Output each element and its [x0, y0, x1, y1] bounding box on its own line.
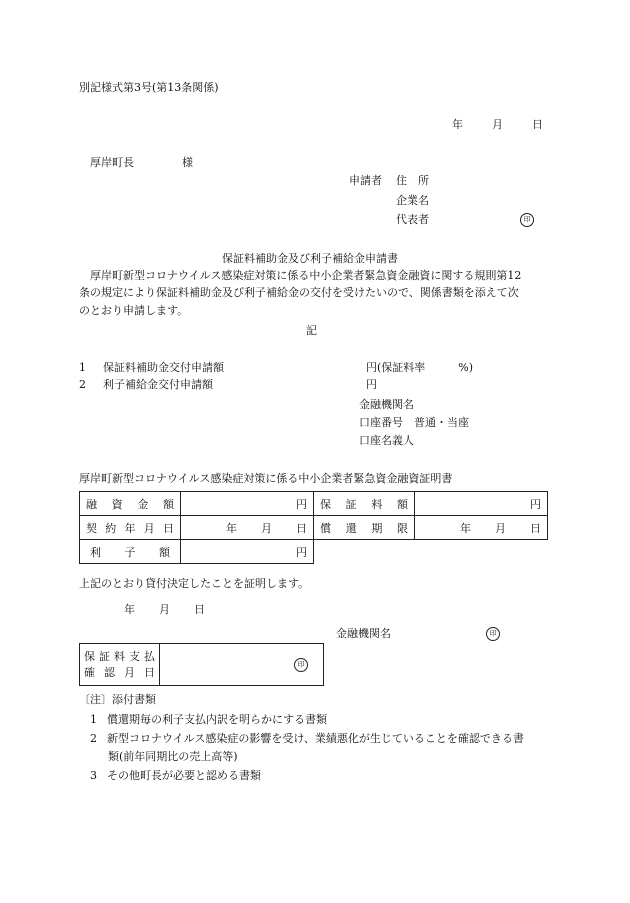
- table-row: [80, 492, 548, 516]
- repay-label: 償 還 期 限: [320, 521, 408, 535]
- note-1-text: 償還期毎の利子支払内訳を明らかにする書類: [107, 713, 327, 726]
- cert-title: 厚岸町新型コロナウイルス感染症対策に係る中小企業者緊急資金融資証明書: [79, 472, 453, 485]
- note-2-no: 2: [90, 732, 97, 745]
- account-holder-label: 口座名義人: [359, 434, 414, 447]
- loan-amount-label: 融 資 金 額: [86, 497, 174, 511]
- contract-date-label-cell: [80, 516, 181, 540]
- contract-date-cell: [181, 516, 314, 540]
- item-2-amount: 円: [366, 378, 377, 391]
- item-2-label: 利子補給金交付申請額: [103, 378, 213, 391]
- loan-amount-yen: 円: [296, 497, 307, 511]
- table-row: [80, 540, 548, 564]
- confirm-label-line2: 確 認 月 日: [84, 665, 155, 679]
- cert-bank-name-label: 金融機関名: [336, 627, 391, 640]
- addressee-name: 厚岸町長: [90, 156, 134, 169]
- cert-date-year: 年: [124, 603, 135, 616]
- cert-date-month: 月: [159, 603, 170, 616]
- repay-label-cell: [314, 516, 415, 540]
- guarantee-fee-cell: [415, 492, 548, 516]
- confirm-label-cell: [80, 644, 160, 686]
- item-1: [79, 361, 224, 375]
- item-1-amount: 円(保証料率 %): [366, 361, 474, 374]
- representative-label: 代表者: [396, 213, 429, 226]
- note-1: [90, 713, 327, 727]
- cert-table: [79, 491, 548, 564]
- date-month: 月: [492, 118, 503, 131]
- contract-date-label: 契 約 年 月 日: [86, 521, 174, 535]
- confirm-value-cell: [160, 644, 324, 686]
- repay-year: 年: [460, 521, 471, 535]
- body-line-3: のとおり申請します。: [79, 304, 189, 317]
- repay-day: 日: [530, 521, 541, 535]
- addressee-honorific: 様: [182, 156, 193, 169]
- cert-statement: 上記のとおり貸付決定したことを証明します。: [79, 577, 310, 590]
- ki-heading: 記: [306, 324, 317, 337]
- table-row: [80, 516, 548, 540]
- loan-amount-cell: [181, 492, 314, 516]
- contract-year: 年: [226, 521, 237, 535]
- item-2-no: 2: [79, 378, 86, 391]
- form-id: 別記様式第3号(第13条関係): [79, 81, 219, 94]
- company-label: 企業名: [396, 194, 429, 207]
- confirm-label-line1: 保 証 料 支 払: [84, 649, 155, 663]
- date-day: 日: [532, 118, 543, 131]
- cert-date-day: 日: [194, 603, 205, 616]
- note-3: [90, 769, 261, 783]
- note-2-cont: 類(前年同期比の売上高等): [108, 750, 238, 763]
- table-row: [80, 644, 324, 686]
- notes-header: 〔注〕添付書類: [79, 693, 156, 706]
- item-1-no: 1: [79, 361, 86, 374]
- applicant-label: 申請者: [349, 174, 382, 187]
- confirm-box: [79, 643, 324, 686]
- guarantee-fee-yen: 円: [530, 497, 541, 511]
- interest-label-cell: [80, 540, 181, 564]
- repay-date-cell: [415, 516, 548, 540]
- interest-yen: 円: [296, 545, 307, 559]
- note-3-no: 3: [90, 769, 97, 782]
- item-1-label: 保証料補助金交付申請額: [103, 361, 224, 374]
- address-label: 住 所: [396, 174, 429, 187]
- note-2-text: 新型コロナウイルス感染症の影響を受け、業績悪化が生じていることを確認できる書: [107, 732, 524, 745]
- bank-seal-icon: 印: [486, 627, 500, 641]
- note-3-text: その他町長が必要と認める書類: [107, 769, 261, 782]
- interest-label: 利 子 額: [90, 545, 170, 559]
- repay-month: 月: [495, 521, 506, 535]
- contract-day: 日: [296, 521, 307, 535]
- note-1-no: 1: [90, 713, 97, 726]
- item-2: [79, 378, 213, 392]
- applicant-seal-icon: 印: [520, 213, 534, 227]
- body-line-2: 条の規定により保証料補助金及び利子補給金の交付を受けたいので、関係書類を添えて次: [79, 286, 519, 299]
- contract-month: 月: [261, 521, 272, 535]
- header-date: [452, 118, 543, 132]
- interest-cell: [181, 540, 314, 564]
- confirm-seal-icon: 印: [294, 658, 308, 672]
- note-2: [90, 732, 524, 746]
- guarantee-fee-label-cell: [314, 492, 415, 516]
- bank-name-label: 金融機関名: [359, 398, 414, 411]
- date-year: 年: [452, 118, 463, 131]
- guarantee-fee-label: 保 証 料 額: [320, 497, 408, 511]
- loan-amount-label-cell: [80, 492, 181, 516]
- document-title: 保証料補助金及び利子補給金申請書: [222, 252, 398, 265]
- body-line-1: 厚岸町新型コロナウイルス感染症対策に係る中小企業者緊急資金融資に関する規則第12: [79, 269, 522, 282]
- account-number-label: 口座番号 普通・当座: [359, 416, 469, 429]
- cert-date: [124, 603, 205, 617]
